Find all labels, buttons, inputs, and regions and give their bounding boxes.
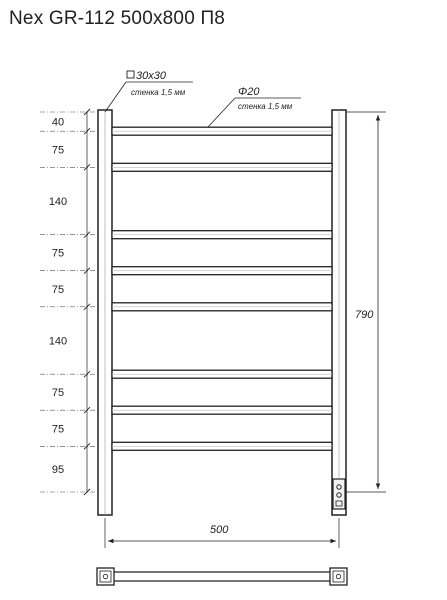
height-dimension: [346, 112, 386, 492]
width-dimension: [105, 518, 339, 548]
left-dimension-label-9: 95: [51, 464, 65, 477]
left-dimension-label-8: 75: [51, 423, 65, 436]
height-label: 790: [355, 309, 374, 321]
rung-group: [112, 127, 332, 450]
left-dimension-label-6: 140: [48, 335, 68, 348]
left-dimension-label-2: 75: [51, 144, 65, 157]
width-label: 500: [210, 524, 229, 536]
bar-note: [208, 86, 301, 127]
diagram-title: Nex GR-112 500x800 П8: [9, 8, 226, 29]
right-post: [332, 110, 346, 515]
left-dimension-label-1: 40: [51, 116, 65, 129]
left-dimension-label-7: 75: [51, 387, 65, 400]
left-post: [98, 110, 112, 515]
top-view: [97, 568, 347, 585]
bar-note-sub: стенка 1,5 мм: [238, 102, 293, 111]
left-dimension-label-4: 75: [51, 247, 65, 260]
profile-note: [105, 70, 193, 112]
profile-note-label: 30x30: [136, 70, 166, 82]
connector-box: [333, 479, 345, 509]
bar-note-label: Φ20: [238, 86, 260, 98]
left-dimension-label-3: 140: [48, 196, 68, 208]
left-dimension-label-5: 75: [51, 283, 65, 296]
profile-note-sub: стенка 1,5 мм: [131, 88, 186, 97]
